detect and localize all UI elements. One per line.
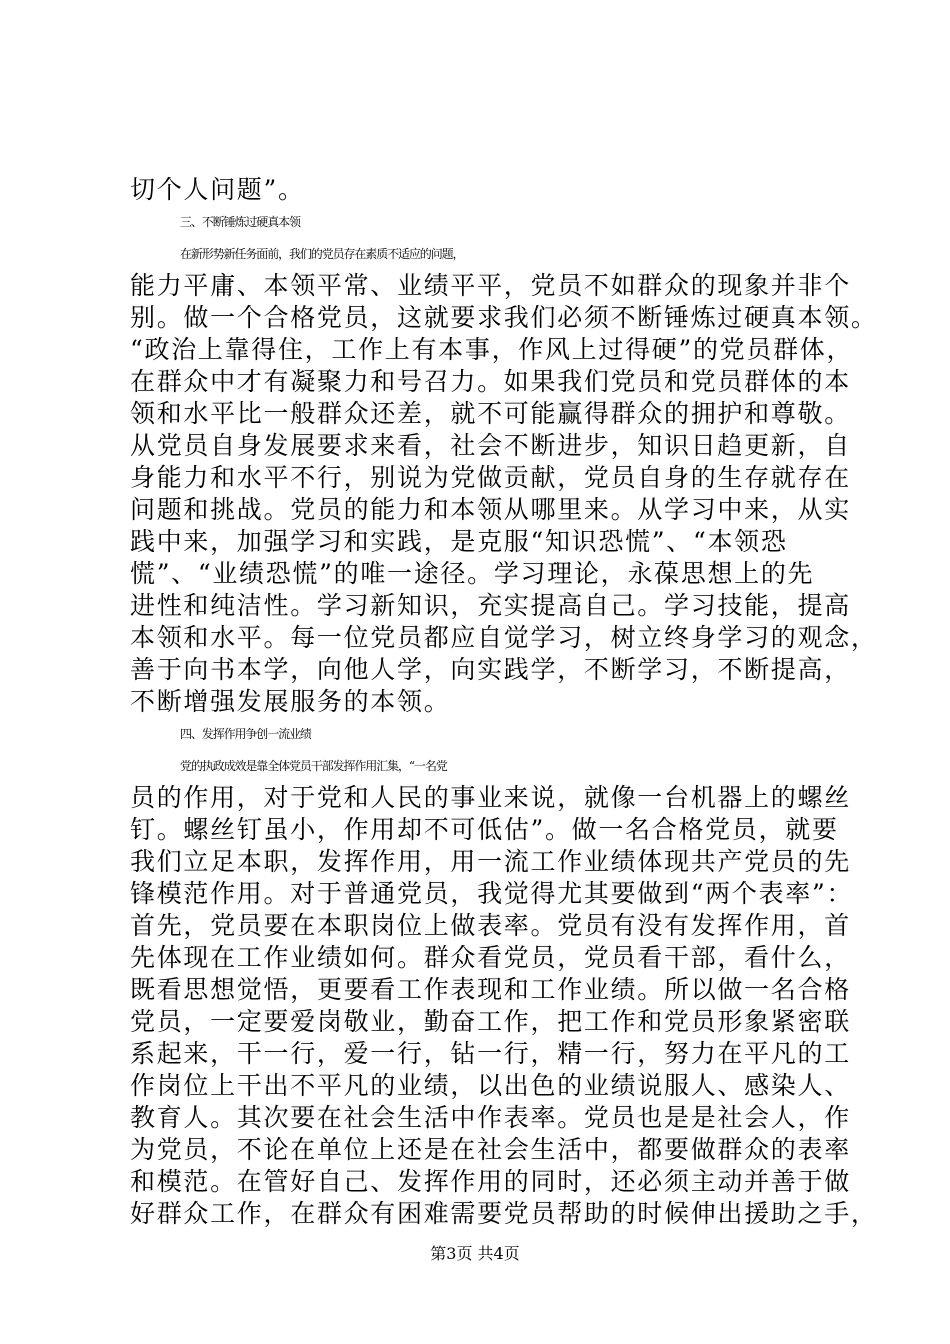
text-line: 和模范。在管好自己、发挥作用的同时，还必须主动并善于做 (130, 1167, 851, 1196)
text-line: 在群众中才有凝聚力和号召力。如果我们党员和党员群体的本 (130, 367, 851, 396)
text-line: 不断增强发展服务的本领。 (130, 687, 451, 716)
text-line: 锋模范作用。对于普通党员，我觉得尤其要做到“两个表率”： (130, 879, 854, 908)
text-line: 能力平庸、本领平常、业绩平平，党员不如群众的现象并非个 (130, 271, 851, 300)
page-number-footer: 第3页 共4页 (430, 1244, 520, 1263)
text-line: 切个人问题”。 (130, 175, 305, 204)
text-line: 进性和纯洁性。学习新知识，充实提高自己。学习技能，提高 (130, 591, 851, 620)
text-line: 既看思想觉悟，更要看工作表现和工作业绩。所以做一名合格 (130, 975, 851, 1004)
text-line: 首先，党员要在本职岗位上做表率。党员有没有发挥作用，首 (130, 911, 851, 940)
text-line: “政治上靠得住，工作上有本事，作风上过得硬”的党员群体， (130, 335, 854, 364)
paragraph-first-line: 在新形势新任务面前，我们的党员存在素质不适应的问题， (180, 247, 464, 261)
text-line: 践中来，加强学习和实践，是克服“知识恐慌”、“本领恐 (130, 527, 788, 556)
text-line: 慌”、“业绩恐慌”的唯一途径。学习理论，永葆思想上的先 (130, 559, 815, 588)
text-line: 员的作用，对于党和人民的事业来说，就像一台机器上的螺丝 (130, 783, 851, 812)
section-heading: 四、发挥作用争创一流业绩 (180, 727, 311, 741)
text-line: 身能力和水平不行，别说为党做贡献，党员自身的生存就存在 (130, 463, 851, 492)
text-line: 系起来，干一行，爱一行，钻一行，精一行，努力在平凡的工 (130, 1039, 851, 1068)
text-line: 我们立足本职，发挥作用，用一流工作业绩体现共产党员的先 (130, 847, 851, 876)
text-line: 别。做一个合格党员，这就要求我们必须不断锤炼过硬真本领。 (130, 303, 878, 332)
text-line: 为党员，不论在单位上还是在社会生活中，都要做群众的表率 (130, 1135, 851, 1164)
text-line: 善于向书本学，向他人学，向实践学，不断学习，不断提高， (130, 655, 851, 684)
text-line: 钉。螺丝钉虽小，作用却不可低估”。做一名合格党员，就要 (130, 815, 839, 844)
text-line: 党员，一定要爱岗敬业，勤奋工作，把工作和党员形象紧密联 (130, 1007, 851, 1036)
text-line: 本领和水平。每一位党员都应自觉学习，树立终身学习的观念， (130, 623, 878, 652)
text-line: 问题和挑战。党员的能力和本领从哪里来。从学习中来，从实 (130, 495, 851, 524)
text-line: 领和水平比一般群众还差，就不可能赢得群众的拥护和尊敬。 (130, 399, 851, 428)
text-line: 从党员自身发展要求来看，社会不断进步，知识日趋更新，自 (130, 431, 851, 460)
text-line: 作岗位上干出不平凡的业绩，以出色的业绩说服人、感染人、 (130, 1071, 851, 1100)
text-line: 教育人。其次要在社会生活中作表率。党员也是是社会人，作 (130, 1103, 851, 1132)
text-line: 先体现在工作业绩如何。群众看党员，党员看干部，看什么， (130, 943, 851, 972)
text-line: 好群众工作，在群众有困难需要党员帮助的时候伸出援助之手， (130, 1199, 878, 1228)
section-heading: 三、不断锤炼过硬真本领 (180, 215, 300, 229)
paragraph-first-line: 党的执政成效是靠全体党员干部发挥作用汇集，“一名党 (180, 759, 447, 773)
